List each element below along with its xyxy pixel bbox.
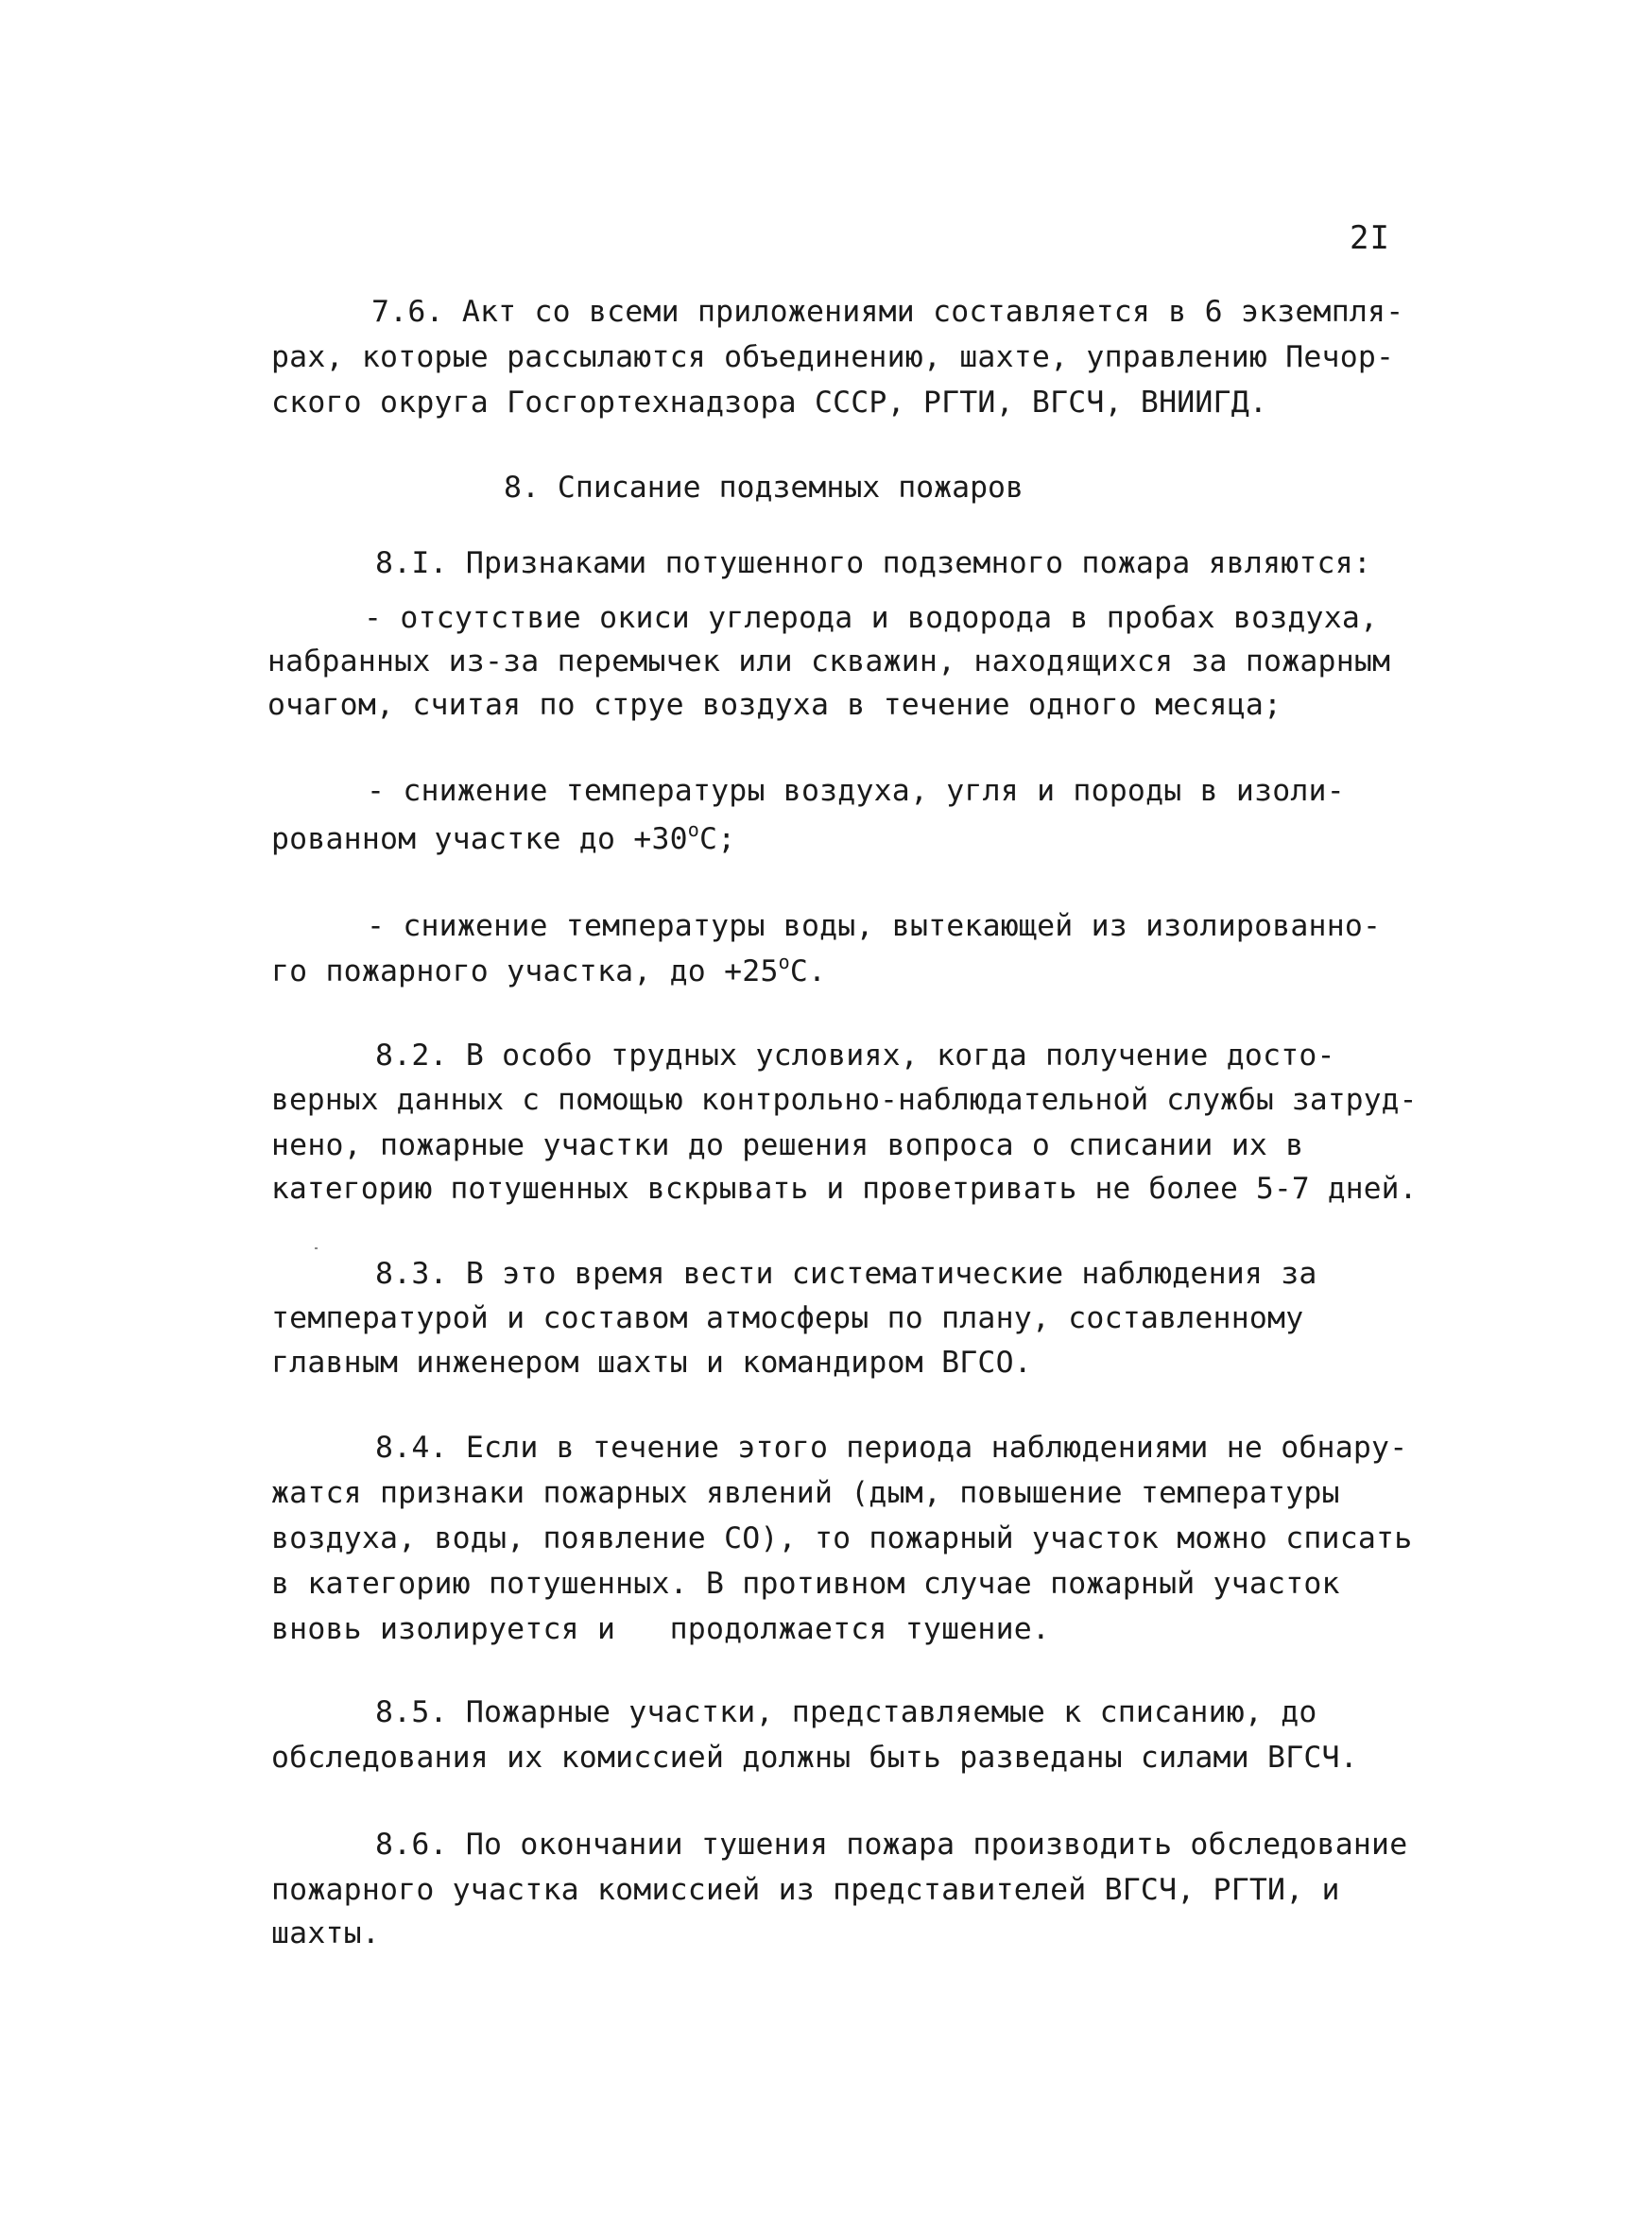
text-line: очагом, считая по струе воздуха в течение одного месяца;: [267, 688, 1282, 722]
text-fragment: С;: [699, 822, 736, 856]
section-heading: 8. Списание подземных пожаров: [504, 471, 1024, 505]
text-line: верных данных с помощью контрольно-наблюдательной службы затруд-: [271, 1083, 1418, 1117]
text-line: шахты.: [271, 1916, 380, 1950]
text-line: набранных из-за перемычек или скважин, находящихся за пожарным: [267, 644, 1391, 678]
text-line: рах, которые рассылаются объединению, шахте, управлению Печор-: [271, 340, 1395, 374]
text-line: 8.3. В это время вести систематические наблюдения за: [375, 1257, 1317, 1291]
text-line: - снижение температуры воды, вытекающей из изолированно-: [367, 909, 1382, 943]
page-number: 2I: [1350, 219, 1390, 257]
text-line: ского округа Госгортехнадзора СССР, РГТИ, ВГСЧ, ВНИИГД.: [271, 386, 1268, 420]
text-fragment: С.: [789, 954, 827, 988]
text-line: температурой и составом атмосферы по плану, составленному: [271, 1301, 1304, 1335]
degree-superscript: о: [778, 951, 790, 973]
scan-speck: [315, 1247, 318, 1249]
text-line: - снижение температуры воздуха, угля и породы в изоли-: [367, 774, 1345, 808]
text-line: жатся признаки пожарных явлений (дым, повышение температуры: [271, 1476, 1340, 1510]
text-line: 8.2. В особо трудных условиях, когда получение досто-: [375, 1039, 1335, 1073]
text-line: 8.4. Если в течение этого периода наблюдениями не обнару-: [375, 1431, 1408, 1465]
text-line: в категорию потушенных. В противном случае пожарный участок: [271, 1567, 1340, 1601]
text-fragment: рованном участке до +30: [271, 822, 688, 856]
text-fragment: го пожарного участка, до +25: [271, 954, 779, 988]
text-line: воздуха, воды, появление СО), то пожарный участок можно списать: [271, 1521, 1413, 1555]
text-line: обследования их комиссией должны быть разведаны силами ВГСЧ.: [271, 1741, 1358, 1775]
text-line: [271, 820, 735, 858]
text-line: пожарного участка комиссией из представителей ВГСЧ, РГТИ, и: [271, 1873, 1340, 1907]
text-line: [271, 953, 826, 990]
degree-superscript: о: [687, 818, 700, 841]
text-line: вновь изолируется и продолжается тушение.: [271, 1612, 1051, 1646]
text-line: главным инженером шахты и командиром ВГСО.: [271, 1346, 1032, 1380]
text-line: 8.I. Признаками потушенного подземного пожара являются:: [375, 546, 1372, 580]
text-line: категорию потушенных вскрывать и проветривать не более 5-7 дней.: [271, 1172, 1418, 1206]
text-line: нено, пожарные участки до решения вопроса о списании их в: [271, 1128, 1304, 1162]
text-line: 7.6. Акт со всеми приложениями составляется в 6 экземпля-: [371, 295, 1404, 329]
text-line: - отсутствие окиси углерода и водорода в пробах воздуха,: [364, 601, 1379, 635]
text-line: 8.5. Пожарные участки, представляемые к списанию, до: [375, 1695, 1317, 1729]
text-line: 8.6. По окончании тушения пожара производить обследование: [375, 1828, 1408, 1862]
